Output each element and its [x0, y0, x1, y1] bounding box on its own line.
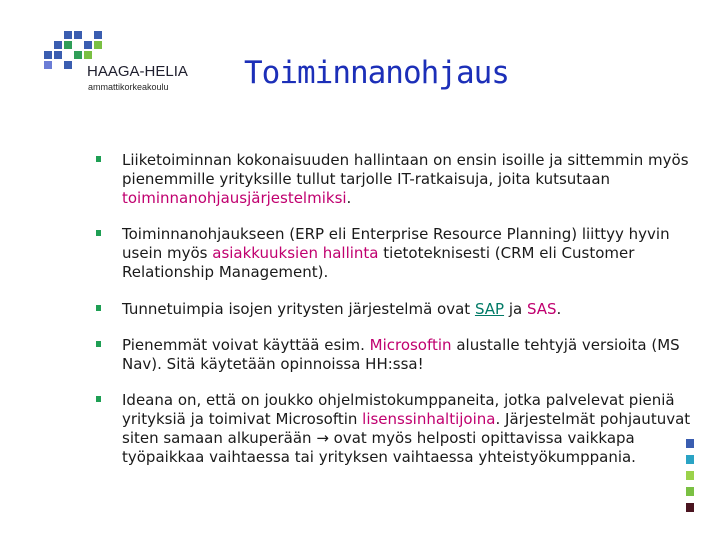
logo-square [64, 41, 72, 49]
arrow-right-icon: → [316, 429, 329, 447]
strip-square [686, 471, 694, 480]
bullet-text-segment: Ideana on, että on joukko ohjelmistokumppaneita, jotka palvelevat pieniä yrityksiä ja toimivat Microsoftin [122, 391, 675, 428]
bullet-text-segment: . Järjestelmät pohjautuvat siten samaan alkuperään [122, 410, 691, 447]
bullet-item [96, 151, 696, 208]
bullet-text [122, 336, 696, 374]
highlight-term: SAS [526, 300, 557, 318]
bullet-item [96, 336, 696, 374]
bullet-item [96, 391, 696, 467]
bullet-text-segment: tietoteknisesti (CRM eli Customer Relationship Management). [122, 244, 635, 281]
bullet-text-segment: Liiketoiminnan kokonaisuuden hallintaan on ensin isoille ja sittemmin myös pienemmille yrityksille tullut tarjolle IT-ratkaisuja, joita kutsutaan [122, 151, 689, 188]
logo-square [64, 61, 72, 69]
logo-square [44, 61, 52, 69]
bullet-text-segment: Toiminnanohjaukseen (ERP eli Enterprise Resource Planning) liittyy hyvin usein myös [122, 225, 670, 262]
bullet-text-segment: . [346, 189, 352, 207]
highlight-term: toiminnanohjausjärjestelmiksi [122, 189, 347, 207]
logo-subtitle: ammattikorkeakoulu [88, 82, 169, 92]
logo-square [54, 41, 62, 49]
bullet-text-segment: Pienemmät voivat käyttää esim. [122, 336, 370, 354]
bullet-text [122, 391, 696, 467]
highlight-term: Microsoftin [369, 336, 452, 354]
bullet-marker-icon [96, 396, 101, 402]
bullet-item [96, 300, 696, 319]
highlight-term: asiakkuuksien hallinta [212, 244, 379, 262]
bullet-text [122, 151, 696, 208]
logo-square [94, 31, 102, 39]
logo-square [44, 51, 52, 59]
strip-square [686, 503, 694, 512]
logo-name: HAAGA-HELIA [87, 63, 188, 80]
bullet-text [122, 300, 696, 319]
bullet-marker-icon [96, 156, 101, 162]
sap-link[interactable]: SAP [474, 300, 505, 318]
logo-square [64, 31, 72, 39]
bullet-item [96, 225, 696, 282]
bullet-marker-icon [96, 305, 101, 311]
bullet-text-segment: ja [504, 300, 527, 318]
bullet-text-segment: Tunnetuimpia isojen yritysten järjestelmä ovat [122, 300, 475, 318]
logo-square [84, 51, 92, 59]
bullet-text-segment: . [556, 300, 562, 318]
logo-square [74, 51, 82, 59]
highlight-term: lisenssinhaltijoina [362, 410, 496, 428]
haaga-helia-logo [38, 30, 208, 100]
bullet-text-segment: alustalle tehtyjä versioita (MS Nav). Sitä käytetään opinnoissa HH:ssa! [122, 336, 680, 373]
bullet-text [122, 225, 696, 282]
logo-square [74, 31, 82, 39]
strip-square [686, 455, 694, 464]
bullet-list [96, 151, 696, 467]
strip-square [686, 439, 694, 448]
logo-square [54, 51, 62, 59]
logo-square [84, 41, 92, 49]
strip-square [686, 487, 694, 496]
bullet-marker-icon [96, 341, 101, 347]
bullet-marker-icon [96, 230, 101, 236]
slide-title: Toiminnanohjaus [244, 55, 509, 91]
bullet-text-segment: ovat myös helposti opittavissa vaikkapa työpaikkaa vaihtaessa tai yrityksen vaihtaessa yhteistyökumppania. [122, 429, 636, 466]
logo-square [94, 41, 102, 49]
